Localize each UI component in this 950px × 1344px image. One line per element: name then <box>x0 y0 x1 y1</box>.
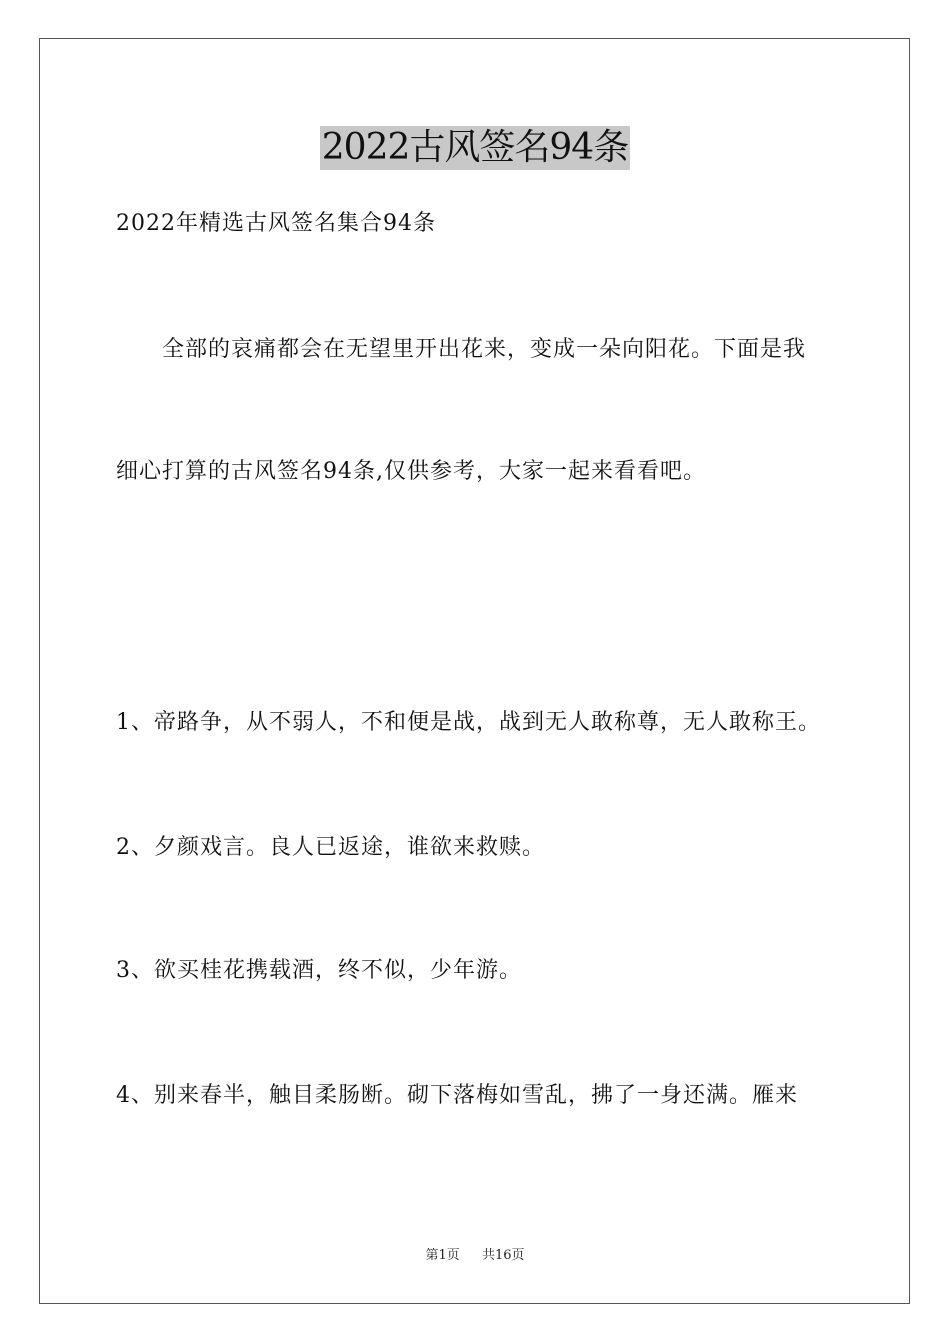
list-item: 4、别来春半，触目柔肠断。砌下落梅如雪乱，拂了一身还满。雁来 <box>116 1083 798 1108</box>
page-footer <box>0 1247 950 1265</box>
page-number: 第1页 <box>425 1248 460 1263</box>
title-container <box>0 126 950 170</box>
intro-paragraph-line-2: 细心打算的古风签名94条,仅供参考，大家一起来看看吧。 <box>116 459 706 484</box>
intro-paragraph-line-1: 全部的哀痛都会在无望里开出花来，变成一朵向阳花。下面是我 <box>162 337 807 362</box>
document-subtitle: 2022年精选古风签名集合94条 <box>116 211 436 236</box>
document-title: 2022古风签名94条 <box>321 127 629 168</box>
list-item: 1、帝路争，从不弱人，不和便是战，战到无人敢称尊，无人敢称王。 <box>116 710 821 735</box>
list-item: 2、夕颜戏言。良人已返途，谁欲来救赎。 <box>116 835 545 860</box>
page-total: 共16页 <box>482 1248 525 1263</box>
list-item: 3、欲买桂花携载酒，终不似，少年游。 <box>116 958 522 983</box>
